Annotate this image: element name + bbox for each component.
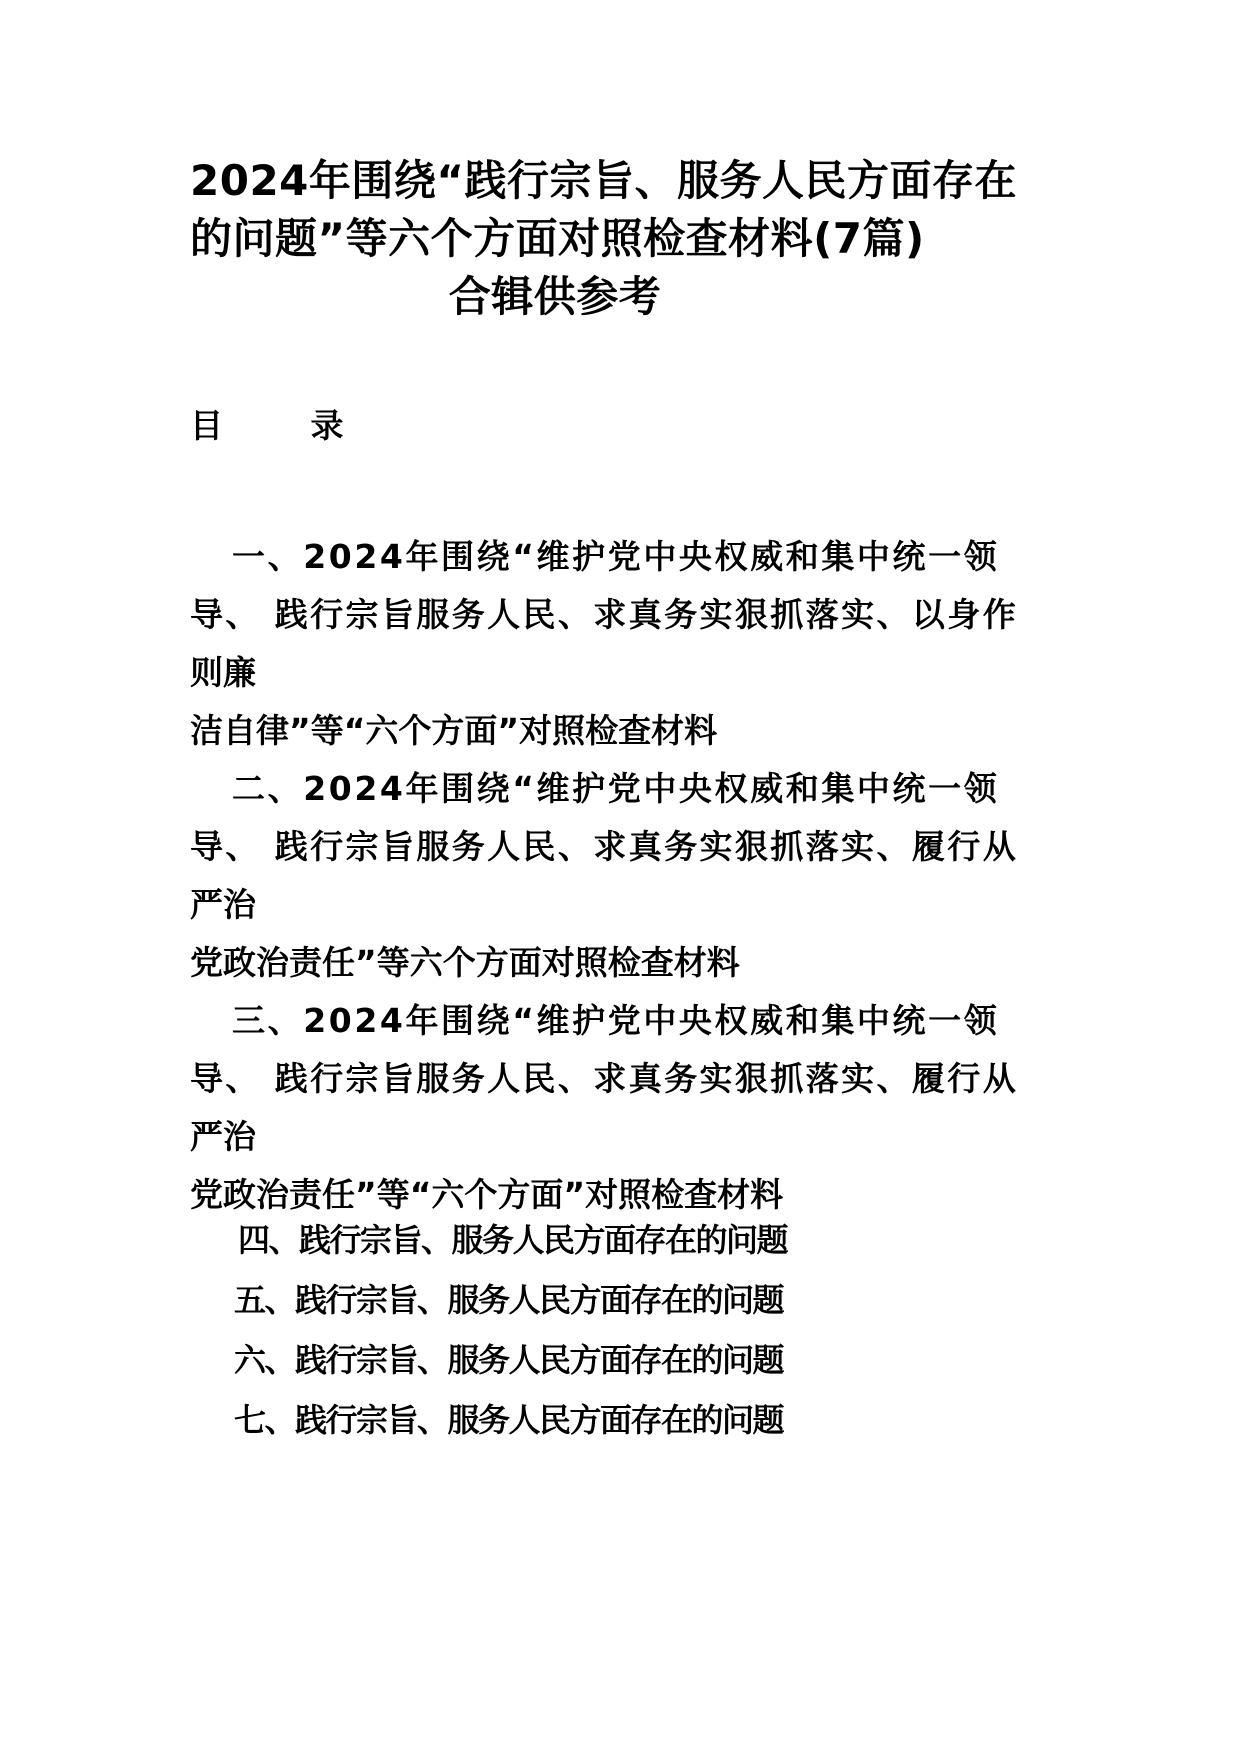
toc-entry-line: 则廉: [190, 653, 256, 692]
toc-entry-line: 严治: [190, 1117, 256, 1156]
toc-entry-1[interactable]: [190, 528, 1080, 760]
table-of-contents: [190, 528, 1080, 1224]
document-title: [190, 152, 1070, 326]
toc-entry-line: 洁自律”等“六个方面”对照检查材料: [190, 711, 718, 750]
toc-entry-line: 导、 践行宗旨服务人民、求真务实狠抓落实、履行从: [190, 827, 1019, 866]
title-line-3: 合辑供参考: [448, 272, 662, 321]
toc-entry-5[interactable]: 五、践行宗旨、服务人民方面存在的问题: [234, 1281, 784, 1319]
toc-entry-2[interactable]: [190, 760, 1080, 992]
toc-entry-3[interactable]: [190, 992, 1080, 1224]
toc-heading: 目 录: [190, 406, 382, 445]
toc-entry-4[interactable]: 四、践行宗旨、服务人民方面存在的问题: [238, 1221, 788, 1259]
toc-entry-line: 党政治责任”等“六个方面”对照检查材料: [190, 1175, 784, 1214]
toc-entry-6[interactable]: 六、践行宗旨、服务人民方面存在的问题: [234, 1341, 784, 1379]
toc-entry-line: 党政治责任”等六个方面对照检查材料: [190, 943, 740, 982]
toc-short-entries: [234, 1210, 1034, 1450]
title-line-2: 的问题”等六个方面对照检查材料(7篇): [190, 214, 925, 263]
toc-entry-line: 导、 践行宗旨服务人民、求真务实狠抓落实、以身作: [190, 595, 1019, 634]
toc-entry-line: 二、2024年围绕“维护党中央权威和集中统一领: [232, 769, 1000, 808]
title-line-1: 2024年围绕“践行宗旨、服务人民方面存在: [190, 156, 1017, 205]
toc-entry-7[interactable]: 七、践行宗旨、服务人民方面存在的问题: [234, 1401, 784, 1439]
toc-entry-line: 导、 践行宗旨服务人民、求真务实狠抓落实、履行从: [190, 1059, 1019, 1098]
toc-entry-line: 三、2024年围绕“维护党中央权威和集中统一领: [232, 1001, 1000, 1040]
toc-entry-line: 一、2024年围绕“维护党中央权威和集中统一领: [232, 537, 1000, 576]
toc-entry-line: 严治: [190, 885, 256, 924]
